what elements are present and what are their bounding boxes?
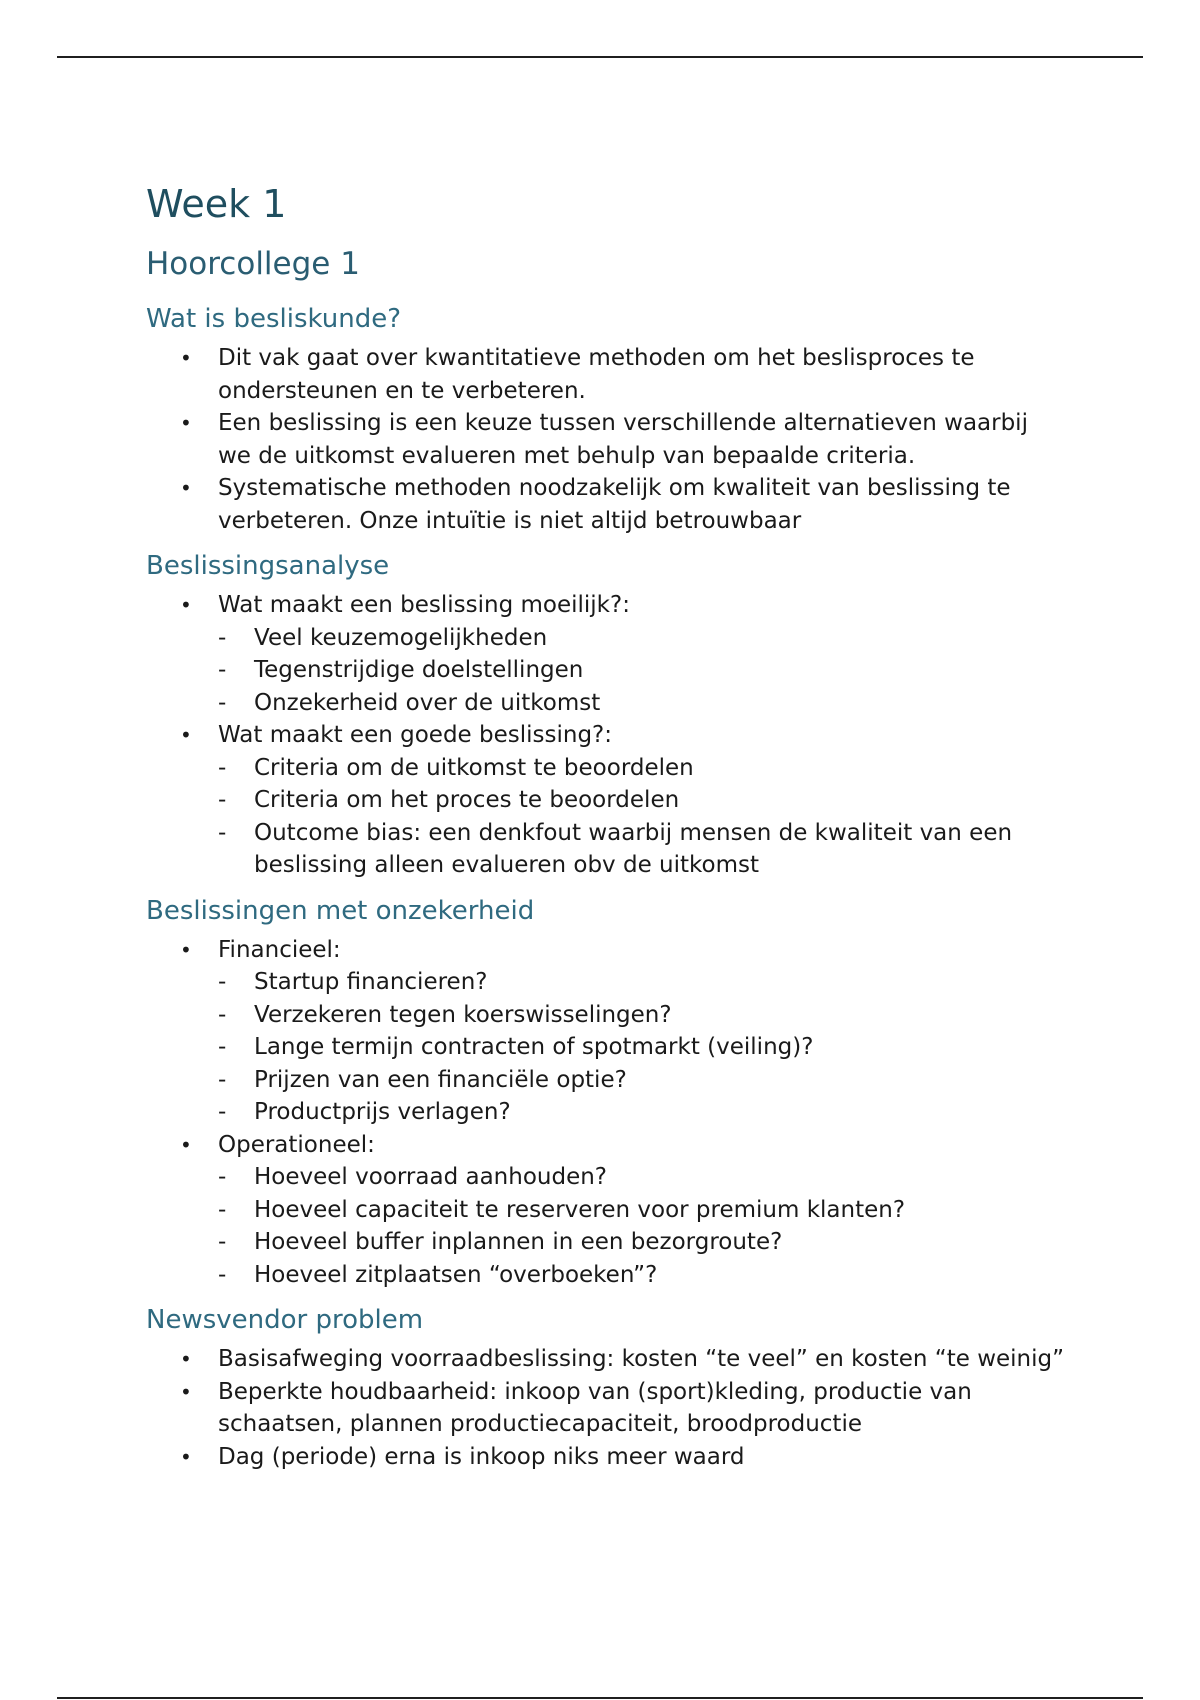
- bullet-icon: •: [180, 1444, 192, 1469]
- bullet-text: Een beslissing is een keuze tussen verschillende alternatieven waarbij we de uitkomst evalueren met behulp van bepaalde criteria.: [218, 410, 1028, 469]
- bullet-icon: •: [180, 1379, 192, 1404]
- bullet-text: Wat maakt een beslissing moeilijk?:: [218, 592, 630, 618]
- bullet-icon: •: [180, 723, 192, 747]
- section-heading: Beslissingen met onzekerheid: [146, 895, 535, 926]
- bullet-text: Wat maakt een goede beslissing?:: [218, 722, 613, 748]
- bullet-text: Operationeel:: [218, 1131, 375, 1158]
- bullet-item: [146, 1376, 1066, 1441]
- bullet-icon: •: [180, 411, 192, 435]
- bottom-rule: [57, 1697, 1143, 1699]
- sub-item: [218, 784, 1066, 817]
- sub-item-text: Startup financieren?: [254, 969, 488, 995]
- bullet-text: Dit vak gaat over kwantitatieve methoden om het beslisproces te ondersteunen en te verbeteren.: [218, 345, 975, 404]
- dash-icon: -: [218, 1229, 227, 1255]
- sub-item-text: Criteria om het proces te beoordelen: [254, 787, 680, 813]
- sub-list: [218, 1161, 1066, 1291]
- sub-list: [218, 752, 1066, 882]
- dash-icon: -: [218, 1001, 227, 1028]
- sub-item-text: Criteria om de uitkomst te beoordelen: [254, 754, 694, 781]
- dash-icon: -: [218, 969, 227, 995]
- sub-item: [218, 1031, 1066, 1064]
- sub-item: [218, 817, 1066, 882]
- bullet-icon: •: [180, 346, 192, 370]
- sections-container: [146, 300, 1066, 1473]
- sub-item-text: Productprijs verlagen?: [254, 1099, 511, 1125]
- bullet-item: [146, 342, 1066, 407]
- dash-icon: -: [218, 1196, 227, 1223]
- page-title: Week 1: [146, 182, 287, 226]
- sub-item: [218, 1096, 1066, 1129]
- page-subtitle: Hoorcollege 1: [146, 246, 360, 282]
- bullet-text: Beperkte houdbaarheid: inkoop van (sport)kleding, productie van schaatsen, plannen productiecapaciteit, broodproductie: [218, 1378, 972, 1437]
- bullet-icon: •: [180, 937, 192, 962]
- sub-item: [218, 1194, 1066, 1227]
- dash-icon: -: [218, 1261, 227, 1288]
- dash-icon: -: [218, 754, 227, 781]
- bullet-list: [146, 934, 1066, 1292]
- sub-item: [218, 752, 1066, 785]
- dash-icon: -: [218, 1164, 227, 1190]
- sub-item: [218, 622, 1066, 655]
- bullet-icon: •: [180, 1132, 192, 1157]
- bullet-text: Financieel:: [218, 936, 341, 963]
- sub-item: [218, 654, 1066, 687]
- section-heading: Wat is besliskunde?: [146, 304, 402, 334]
- bullet-item: [146, 1343, 1066, 1376]
- sub-item-text: Veel keuzemogelijkheden: [254, 624, 548, 651]
- dash-icon: -: [218, 787, 227, 813]
- dash-icon: -: [218, 657, 227, 683]
- sub-item: [218, 1226, 1066, 1259]
- sub-item: [218, 966, 1066, 999]
- bullet-item: [146, 407, 1066, 472]
- section-heading: Newsvendor problem: [146, 1305, 424, 1335]
- sub-item: [218, 999, 1066, 1032]
- sub-item-text: Onzekerheid over de uitkomst: [254, 689, 601, 716]
- bullet-item: [146, 719, 1066, 882]
- bullet-text: Basisafweging voorraadbeslissing: kosten “te veel” en kosten “te weinig”: [218, 1346, 1065, 1372]
- bullet-list: [146, 342, 1066, 537]
- bullet-item: [146, 589, 1066, 719]
- sub-item-text: Hoeveel zitplaatsen “overboeken”?: [254, 1261, 658, 1288]
- sub-item: [218, 1259, 1066, 1292]
- bullet-item: [146, 934, 1066, 1129]
- top-rule: [57, 56, 1143, 58]
- sub-list: [218, 622, 1066, 720]
- bullet-item: [146, 1129, 1066, 1292]
- dash-icon: -: [218, 1034, 227, 1060]
- bullet-list: [146, 589, 1066, 882]
- sub-item-text: Hoeveel capaciteit te reserveren voor premium klanten?: [254, 1196, 906, 1223]
- bullet-item: [146, 1441, 1066, 1474]
- sub-item-text: Prijzen van een financiële optie?: [254, 1066, 627, 1093]
- bullet-icon: •: [180, 476, 192, 500]
- sub-item: [218, 687, 1066, 720]
- sub-item-text: Verzekeren tegen koerswisselingen?: [254, 1001, 672, 1028]
- sub-item: [218, 1064, 1066, 1097]
- sub-item-text: Tegenstrijdige doelstellingen: [254, 657, 584, 683]
- dash-icon: -: [218, 1099, 227, 1125]
- sub-list: [218, 966, 1066, 1129]
- bullet-text: Systematische methoden noodzakelijk om kwaliteit van beslissing te verbeteren. Onze intuïtie is niet altijd betrouwbaar: [218, 475, 1011, 534]
- dash-icon: -: [218, 819, 227, 846]
- dash-icon: -: [218, 689, 227, 716]
- document-body: [146, 176, 1066, 1473]
- sub-item: [218, 1161, 1066, 1194]
- dash-icon: -: [218, 624, 227, 651]
- bullet-icon: •: [180, 1347, 192, 1371]
- section-heading: Beslissingsanalyse: [146, 551, 390, 581]
- sub-item-text: Lange termijn contracten of spotmarkt (veiling)?: [254, 1034, 814, 1060]
- sub-item-text: Hoeveel buffer inplannen in een bezorgroute?: [254, 1229, 783, 1255]
- bullet-item: [146, 472, 1066, 537]
- dash-icon: -: [218, 1066, 227, 1093]
- sub-item-text: Hoeveel voorraad aanhouden?: [254, 1164, 608, 1190]
- bullet-list: [146, 1343, 1066, 1473]
- bullet-text: Dag (periode) erna is inkoop niks meer waard: [218, 1443, 745, 1470]
- sub-item-text: Outcome bias: een denkfout waarbij mensen de kwaliteit van een beslissing alleen evalueren obv de uitkomst: [254, 819, 1013, 878]
- bullet-icon: •: [180, 593, 192, 617]
